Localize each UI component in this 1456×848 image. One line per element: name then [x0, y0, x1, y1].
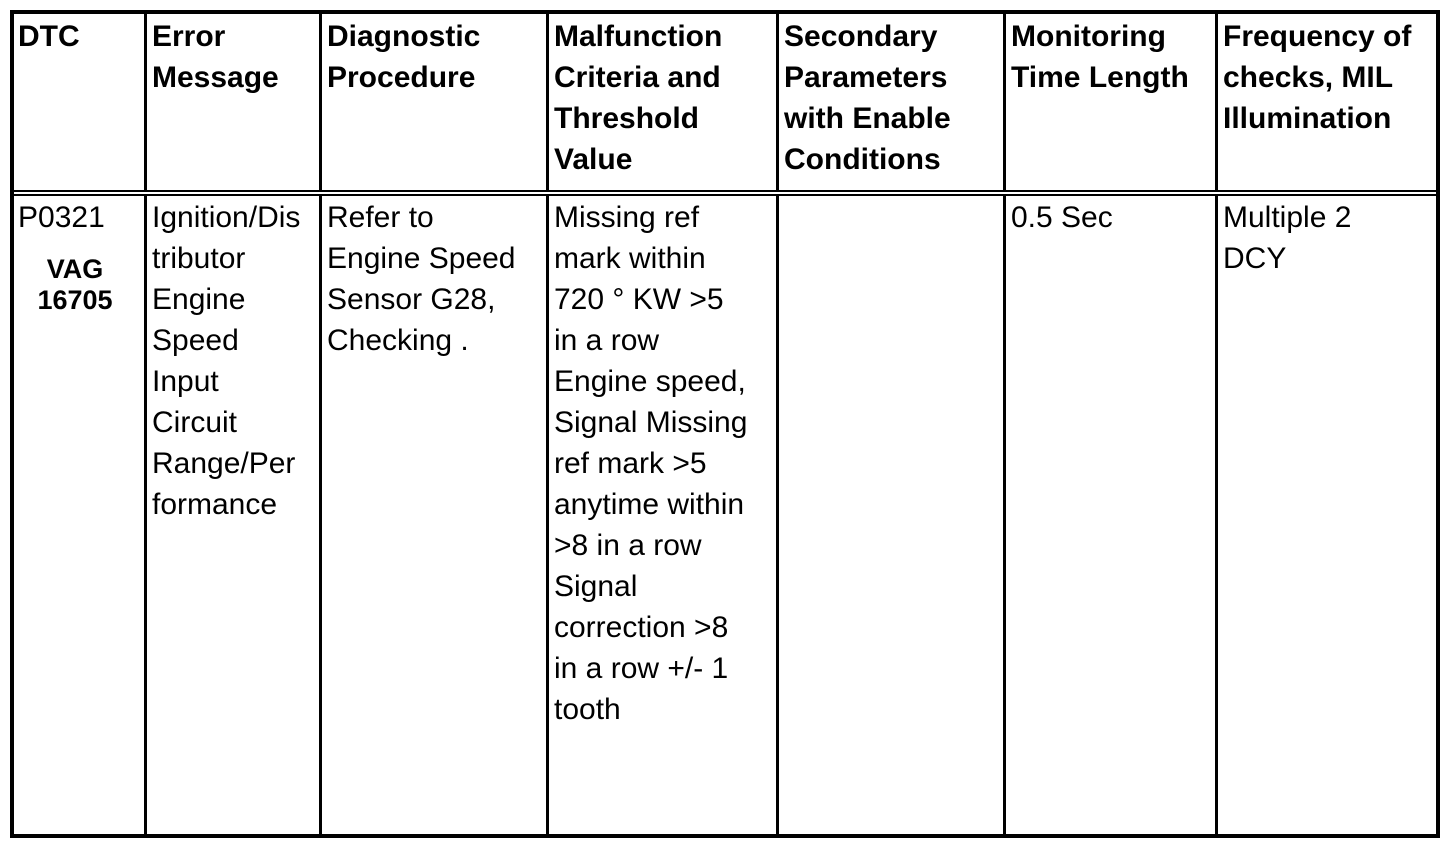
header-diagnostic-procedure: Diagnostic Procedure	[327, 20, 481, 94]
cell-vag-code: VAG 16705	[37, 254, 113, 315]
header-monitoring-time: Monitoring Time Length	[1011, 20, 1189, 94]
header-dtc: DTC	[18, 20, 80, 53]
column-divider	[776, 14, 779, 834]
header-error-message: Error Message	[152, 20, 279, 94]
header-frequency: Frequency of checks, MIL Illumination	[1223, 20, 1412, 135]
cell-monitoring-time: 0.5 Sec	[1011, 201, 1113, 234]
cell-malfunction-criteria: Missing ref mark within 720 ° KW >5 in a row Engine speed, Signal Missing ref mark >5 anytime within >8 in a row Signal correction >8 in a row +/- 1 tooth	[554, 201, 748, 726]
column-divider	[546, 14, 549, 834]
column-divider	[144, 14, 147, 834]
cell-frequency: Multiple 2 DCY	[1223, 201, 1352, 275]
header-secondary-parameters: Secondary Parameters with Enable Conditions	[784, 20, 951, 176]
header-separator	[14, 190, 1436, 196]
column-divider	[1003, 14, 1006, 834]
column-divider	[1215, 14, 1218, 834]
dtc-table	[10, 10, 1440, 838]
cell-diagnostic-procedure: Refer to Engine Speed Sensor G28, Checking .	[327, 201, 516, 357]
cell-error-message: Ignition/Dis tributor Engine Speed Input Circuit Range/Per formance	[152, 201, 301, 521]
column-divider	[319, 14, 322, 834]
header-malfunction-criteria: Malfunction Criteria and Threshold Value	[554, 20, 723, 176]
cell-dtc: P0321	[18, 201, 105, 234]
